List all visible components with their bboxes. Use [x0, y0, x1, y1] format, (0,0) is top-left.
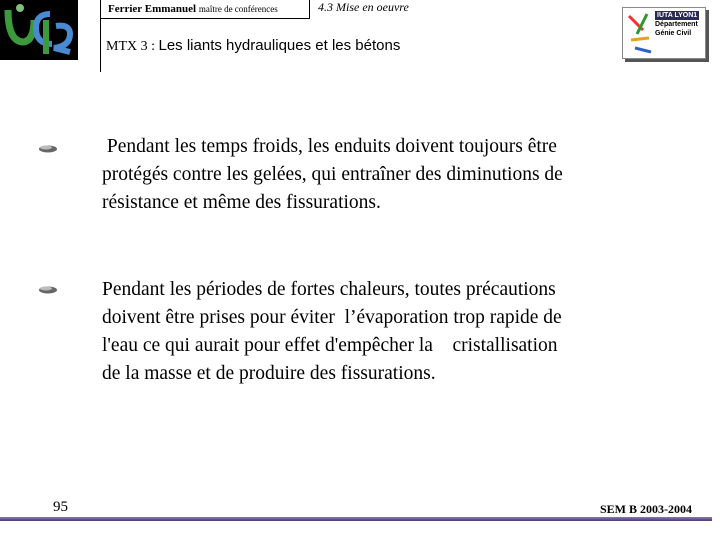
ucbl-logo-graphic: [0, 0, 78, 60]
paragraph-line: résistance et même des fissurations.: [102, 192, 381, 213]
header-vertical-rule-left: [100, 0, 101, 72]
bullet-icon: [38, 143, 58, 153]
paragraph-line: protégés contre les gelées, qui entraîner des diminutions de: [102, 164, 563, 185]
paragraph-line: doivent être prises pour éviter l’évaporation trop rapide de: [102, 307, 562, 328]
paragraph-line: l'eau ce qui aurait pour effet d'empêcher la cristallisation: [102, 335, 558, 356]
author-name: Ferrier Emmanuel: [108, 3, 197, 15]
header-vertical-rule-middle: [309, 0, 310, 18]
paragraph-line: de la masse et de produire des fissurations.: [102, 363, 436, 384]
iut-logo-graphic: [625, 10, 655, 56]
paragraph-line: Pendant les temps froids, les enduits doivent toujours être: [102, 136, 557, 157]
course-title: Les liants hydrauliques et les bétons: [158, 37, 401, 54]
section-title: 4.3 Mise en oeuvre: [318, 0, 409, 14]
iut-logo-line-3: Génie Civil: [655, 30, 692, 37]
iut-logo-text: [655, 11, 703, 38]
course-code: MTX 3 :: [106, 39, 155, 54]
header-horizontal-rule: [100, 18, 310, 19]
paragraph-line: Pendant les périodes de fortes chaleurs, toutes précautions: [102, 279, 556, 300]
ucbl-logo: [0, 0, 78, 60]
iut-lyon-logo: [622, 7, 706, 59]
bullet-icon: [38, 284, 58, 294]
iut-logo-line-2: Département: [655, 21, 698, 28]
footer-bar: [0, 517, 712, 521]
author-role: maître de conférences: [198, 4, 278, 14]
footer-session: SEM B 2003-2004: [600, 502, 693, 516]
iut-logo-line-1: IUTA LYON1: [657, 12, 698, 19]
author-line: [108, 3, 278, 15]
course-heading: [106, 37, 400, 55]
bullet-paragraph-1: [102, 133, 682, 217]
page-number: 95: [53, 499, 68, 515]
bullet-paragraph-2: [102, 276, 682, 388]
